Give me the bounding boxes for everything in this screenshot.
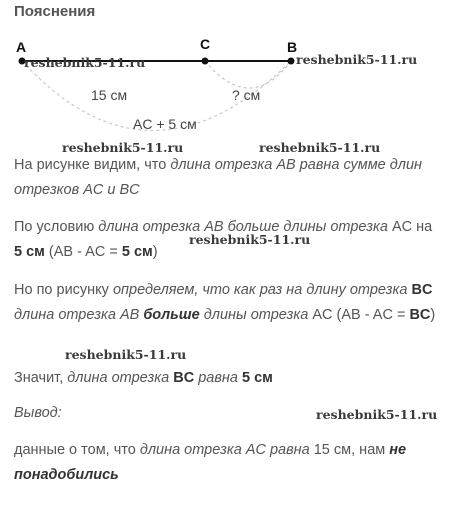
paragraph-5: Вывод:: [14, 405, 62, 421]
page-title: Пояснения: [14, 3, 96, 20]
watermark: reshebnik5-11.ru: [65, 347, 187, 362]
point-b-label: B: [287, 39, 298, 55]
watermark: reshebnik5-11.ru: [259, 140, 381, 155]
watermark: reshebnik5-11.ru: [62, 140, 184, 155]
point-c-dot: [202, 58, 209, 65]
point-c-label: C: [200, 36, 211, 52]
paragraph-6: данные о том, что длина отрезка AC равна 15 см, нам не понадобились: [14, 442, 407, 483]
watermark: reshebnik5-11.ru: [24, 55, 146, 70]
paragraph-3: Но по рисунку определяем, что как раз на длину отрезка BC длина отрезка AB больше длины отрезка AC (AB - AC = BC): [14, 282, 436, 323]
watermark: reshebnik5-11.ru: [296, 52, 418, 67]
paragraph-2: По условию длина отрезка AB больше длины отрезка AC на 5 см (AB - AC = 5 см): [14, 219, 433, 260]
watermark: reshebnik5-11.ru: [189, 232, 311, 247]
paragraph-4: Значит, длина отрезка BC равна 5 см: [14, 370, 273, 386]
arc-cb: [205, 61, 291, 88]
label-cb: ? см: [232, 87, 261, 103]
label-ab: AC + 5 см: [133, 116, 197, 132]
point-a-label: A: [16, 39, 27, 55]
paragraph-1: На рисунке видим, что длина отрезка AB равна сумме длин отрезков AC и BC: [14, 157, 422, 198]
watermark: reshebnik5-11.ru: [316, 407, 438, 422]
point-b-dot: [288, 58, 295, 65]
label-ac: 15 см: [91, 87, 128, 103]
segment-diagram: [0, 30, 451, 150]
